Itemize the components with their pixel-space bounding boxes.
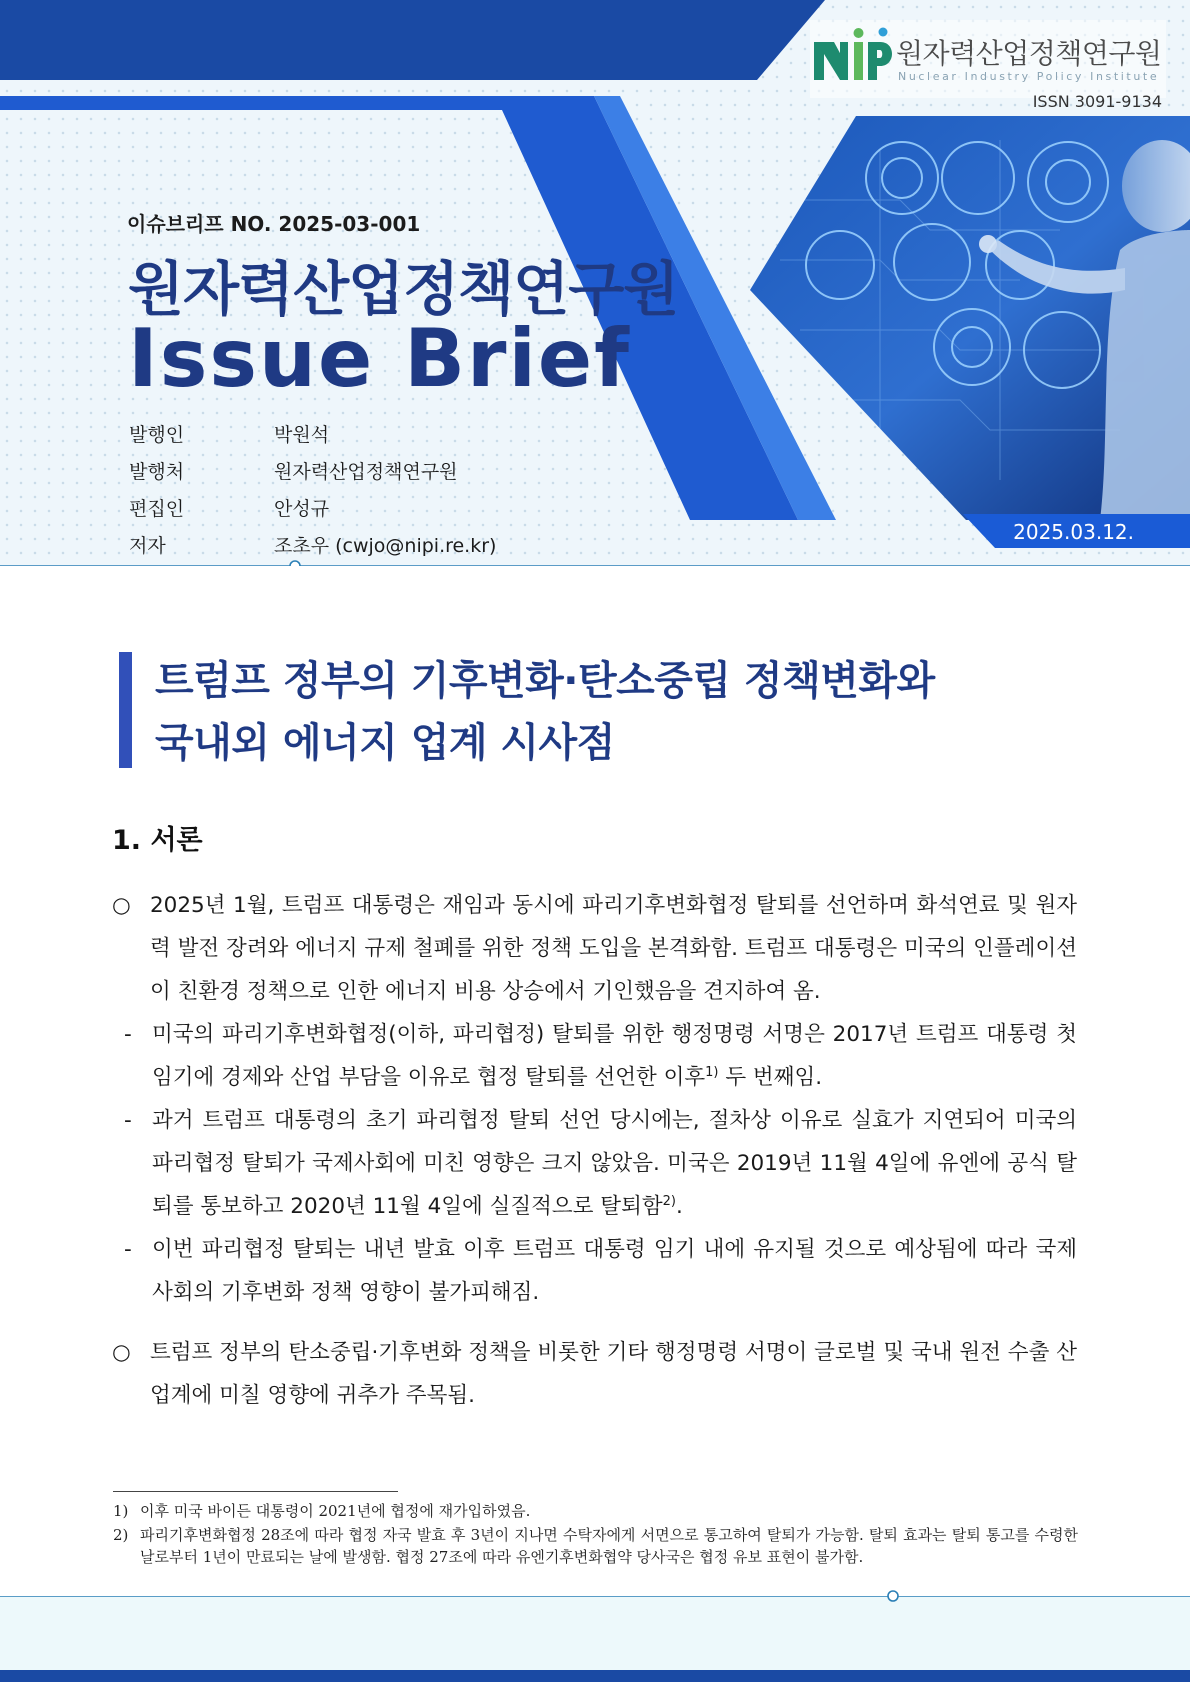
meta-key: 편집인 xyxy=(129,498,185,520)
issn: ISSN 3091-9134 xyxy=(1032,92,1162,111)
bullet-paragraph xyxy=(112,884,1077,1013)
paragraph-text: 이번 파리협정 탈퇴는 내년 발효 이후 트럼프 대통령 임기 내에 유지될 것으로 예상됨에 따라 국제사회의 기후변화 정책 영향이 불가피해짐. xyxy=(152,1237,1077,1305)
publish-date: 2025.03.12. xyxy=(1013,520,1134,544)
text-segment: . xyxy=(675,1194,683,1219)
footnote-mark: 2) xyxy=(113,1526,129,1544)
dash-bullet-icon: - xyxy=(124,1108,132,1133)
dash-bullet-icon: - xyxy=(124,1237,132,1262)
document-title-line2: 국내외 에너지 업계 시사점 xyxy=(155,720,615,766)
text-segment: 미국의 파리기후변화협정(이하, 파리협정) 탈퇴를 위한 행정명령 서명은 2017년 트럼프 대통령 첫 임기에 경제와 산업 부담을 이유로 협정 탈퇴를 선언한 이후 xyxy=(152,1022,1077,1090)
paragraph-text xyxy=(152,1013,1077,1099)
sub-paragraph xyxy=(124,1228,1077,1314)
footnote-ref[interactable]: 2) xyxy=(662,1193,676,1209)
logo-org-name-ko: 원자력산업정책연구원 xyxy=(896,37,1162,70)
meta-value: 조초우 (cwjo@nipi.re.kr) xyxy=(274,535,497,557)
footnote xyxy=(113,1500,1078,1522)
rule-node-icon xyxy=(886,1589,900,1603)
hero-title-ko: 원자력산업정책연구원 xyxy=(128,255,679,323)
bullet-paragraph xyxy=(112,1331,1077,1417)
circle-bullet-icon: ○ xyxy=(112,1340,131,1365)
logo-org-name-en: Nuclear Industry Policy Institute xyxy=(898,70,1160,83)
dash-bullet-icon: - xyxy=(124,1022,132,1047)
circle-bullet-icon: ○ xyxy=(112,893,131,918)
rule-node-icon xyxy=(288,559,302,566)
paragraph-text: 트럼프 정부의 탄소중립·기후변화 정책을 비롯한 기타 행정명령 서명이 글로벌 및 국내 원전 수출 산업계에 미칠 영향에 귀추가 주목됨. xyxy=(150,1340,1077,1408)
footnote-text: 이후 미국 바이든 대통령이 2021년에 협정에 재가입하였음. xyxy=(140,1502,531,1520)
text-segment: 과거 트럼프 대통령의 초기 파리협정 탈퇴 선언 당시에는, 절차상 이유로 실효가 지연되어 미국의 파리협정 탈퇴가 국제사회에 미친 영향은 크지 않았음. 미국은 2019년 11월 4일에 유엔에 공식 탈퇴를 통보하고 2020년 11월 4일에 실질적으로 탈퇴함 xyxy=(152,1108,1077,1219)
title-accent-bar xyxy=(119,652,132,768)
meta-key: 발행인 xyxy=(129,424,185,446)
footnote-ref[interactable]: 1) xyxy=(705,1064,719,1080)
brief-number: 이슈브리프 NO. 2025-03-001 xyxy=(127,212,421,236)
meta-value: 원자력산업정책연구원 xyxy=(274,461,458,483)
meta-key: 발행처 xyxy=(129,461,185,483)
meta-value: 안성규 xyxy=(274,498,330,520)
section-heading: 1. 서론 xyxy=(112,825,203,856)
meta-key: 저자 xyxy=(129,535,166,557)
paragraph-text: 2025년 1월, 트럼프 대통령은 재임과 동시에 파리기후변화협정 탈퇴를 선언하며 화석연료 및 원자력 발전 장려와 에너지 규제 철폐를 위한 정책 도입을 본격화함. 트럼프 대통령은 미국의 인플레이션이 친환경 정책으로 인한 에너지 비용 상승에서 기인했음을 견지하여 옴. xyxy=(150,893,1077,1004)
footnote-divider xyxy=(113,1491,398,1492)
document-title-line1: 트럼프 정부의 기후변화·탄소중립 정책변화와 xyxy=(155,658,935,704)
hero-title-en: Issue Brief xyxy=(128,312,631,405)
nip-logo-icon xyxy=(814,26,892,82)
footnote-text: 파리기후변화협정 28조에 따라 협정 자국 발효 후 3년이 지나면 수탁자에게 서면으로 통고하여 탈퇴가 가능함. 탈퇴 효과는 탈퇴 통고를 수령한 날로부터 1년이 만료되는 날에 발생함. 협정 27조에 따라 유엔기후변화협약 당사국은 협정 유보 표현이 불가함. xyxy=(140,1526,1078,1566)
meta-value: 박원석 xyxy=(274,424,330,446)
sub-paragraph xyxy=(124,1099,1077,1228)
footer-bar xyxy=(0,1670,1190,1682)
logo xyxy=(810,20,1166,98)
cover-header xyxy=(0,0,1190,566)
footnote xyxy=(113,1524,1078,1568)
document-title-text xyxy=(155,650,935,774)
paragraph-text xyxy=(152,1099,1077,1228)
text-segment: 두 번째임. xyxy=(718,1065,823,1090)
page-footer xyxy=(0,1596,1190,1682)
sub-paragraph xyxy=(124,1013,1077,1099)
footnote-mark: 1) xyxy=(113,1502,129,1520)
